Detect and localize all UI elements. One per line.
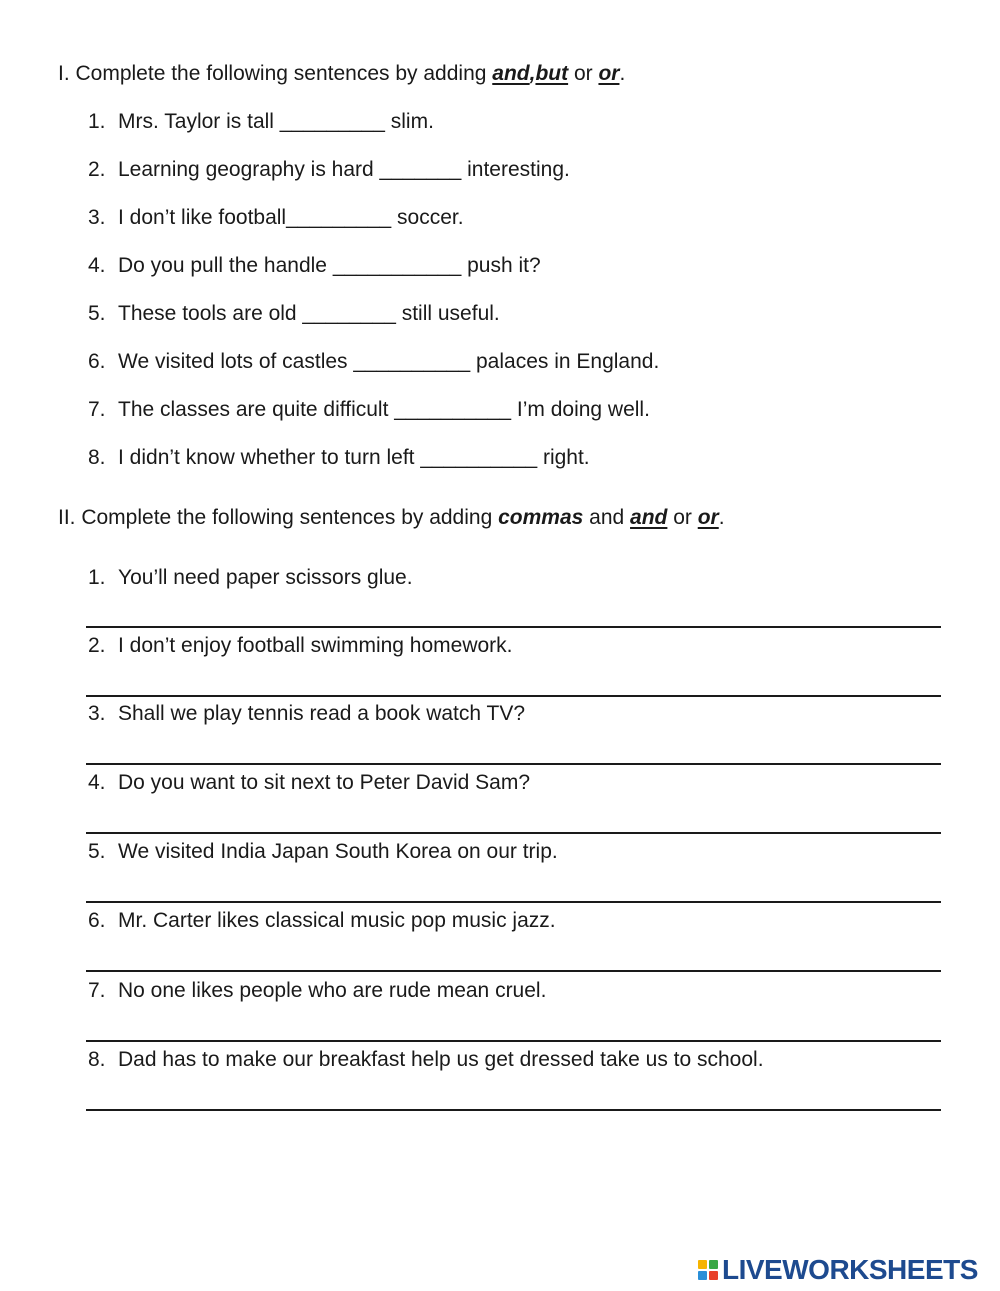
keyword-or: or [697,506,719,529]
answer-line-1[interactable] [86,626,941,628]
exercise-1-item-3[interactable] [88,206,464,230]
item-sentence: Learning geography is hard _______ interesting. [118,158,570,181]
item-number: 7. [88,979,106,1002]
exercise-1-item-6[interactable] [88,350,659,374]
exercise-1-item-7[interactable] [88,398,650,422]
item-number: 1. [88,566,106,589]
item-number: 4. [88,771,106,794]
heading-connector: or [568,62,599,85]
item-sentence: No one likes people who are rude mean cruel. [118,979,547,1002]
keyword-commas: commas [498,506,584,529]
exercise-2-item-8 [88,1048,764,1072]
item-sentence: Mrs. Taylor is tall _________ slim. [118,110,434,133]
item-sentence: I didn’t know whether to turn left __________ right. [118,446,590,469]
answer-line-3[interactable] [86,763,941,765]
section-2-heading [58,506,725,530]
answer-line-2[interactable] [86,695,941,697]
item-sentence: We visited lots of castles __________ palaces in England. [118,350,660,373]
exercise-2-item-4 [88,771,530,795]
heading-connector: and [583,506,631,529]
exercise-2-item-1 [88,566,413,590]
item-number: 6. [88,909,106,932]
item-number: 8. [88,1048,106,1071]
exercise-2-item-7 [88,979,546,1003]
keyword-or: or [598,62,620,85]
keyword-but: but [535,62,569,85]
item-number: 5. [88,302,106,325]
answer-line-6[interactable] [86,970,941,972]
item-sentence: I don’t enjoy football swimming homework. [118,634,513,657]
answer-line-5[interactable] [86,901,941,903]
item-sentence: Shall we play tennis read a book watch TV? [118,702,526,725]
exercise-2-item-3 [88,702,525,726]
section-2-instruction: II. Complete the following sentences by adding [58,506,499,529]
item-number: 5. [88,840,106,863]
item-sentence: Do you pull the handle ___________ push it? [118,254,541,277]
item-number: 8. [88,446,106,469]
logo-text: LIVEWORKSHEETS [722,1254,978,1285]
item-sentence: The classes are quite difficult __________ I’m doing well. [118,398,650,421]
liveworksheets-logo [698,1255,978,1285]
exercise-2-item-2 [88,634,513,658]
item-number: 3. [88,206,106,229]
item-number: 3. [88,702,106,725]
keyword-separator: , [529,62,536,85]
keyword-and: and [630,506,668,529]
item-sentence: Mr. Carter likes classical music pop music jazz. [118,909,556,932]
item-sentence: These tools are old ________ still useful. [118,302,500,325]
item-sentence: We visited India Japan South Korea on our trip. [118,840,558,863]
item-sentence: Do you want to sit next to Peter David Sam? [118,771,531,794]
item-number: 7. [88,398,106,421]
heading-period: . [718,506,725,529]
exercise-2-item-6 [88,909,556,933]
heading-connector: or [667,506,698,529]
exercise-1-item-5[interactable] [88,302,500,326]
exercise-1-item-8[interactable] [88,446,590,470]
answer-line-4[interactable] [86,832,941,834]
item-number: 1. [88,110,106,133]
item-number: 2. [88,158,106,181]
item-sentence: You’ll need paper scissors glue. [118,566,413,589]
liveworksheets-logo-icon [698,1260,718,1280]
section-1-heading [58,62,625,86]
exercise-1-item-4[interactable] [88,254,541,278]
exercise-1-item-1[interactable] [88,110,434,134]
item-number: 4. [88,254,106,277]
section-1-instruction: I. Complete the following sentences by adding [58,62,493,85]
item-number: 6. [88,350,106,373]
exercise-2-item-5 [88,840,558,864]
answer-line-7[interactable] [86,1040,941,1042]
item-number: 2. [88,634,106,657]
item-sentence: I don’t like football_________ soccer. [118,206,464,229]
heading-period: . [619,62,626,85]
item-sentence: Dad has to make our breakfast help us get dressed take us to school. [118,1048,764,1071]
exercise-1-item-2[interactable] [88,158,570,182]
answer-line-8[interactable] [86,1109,941,1111]
keyword-and: and [492,62,530,85]
